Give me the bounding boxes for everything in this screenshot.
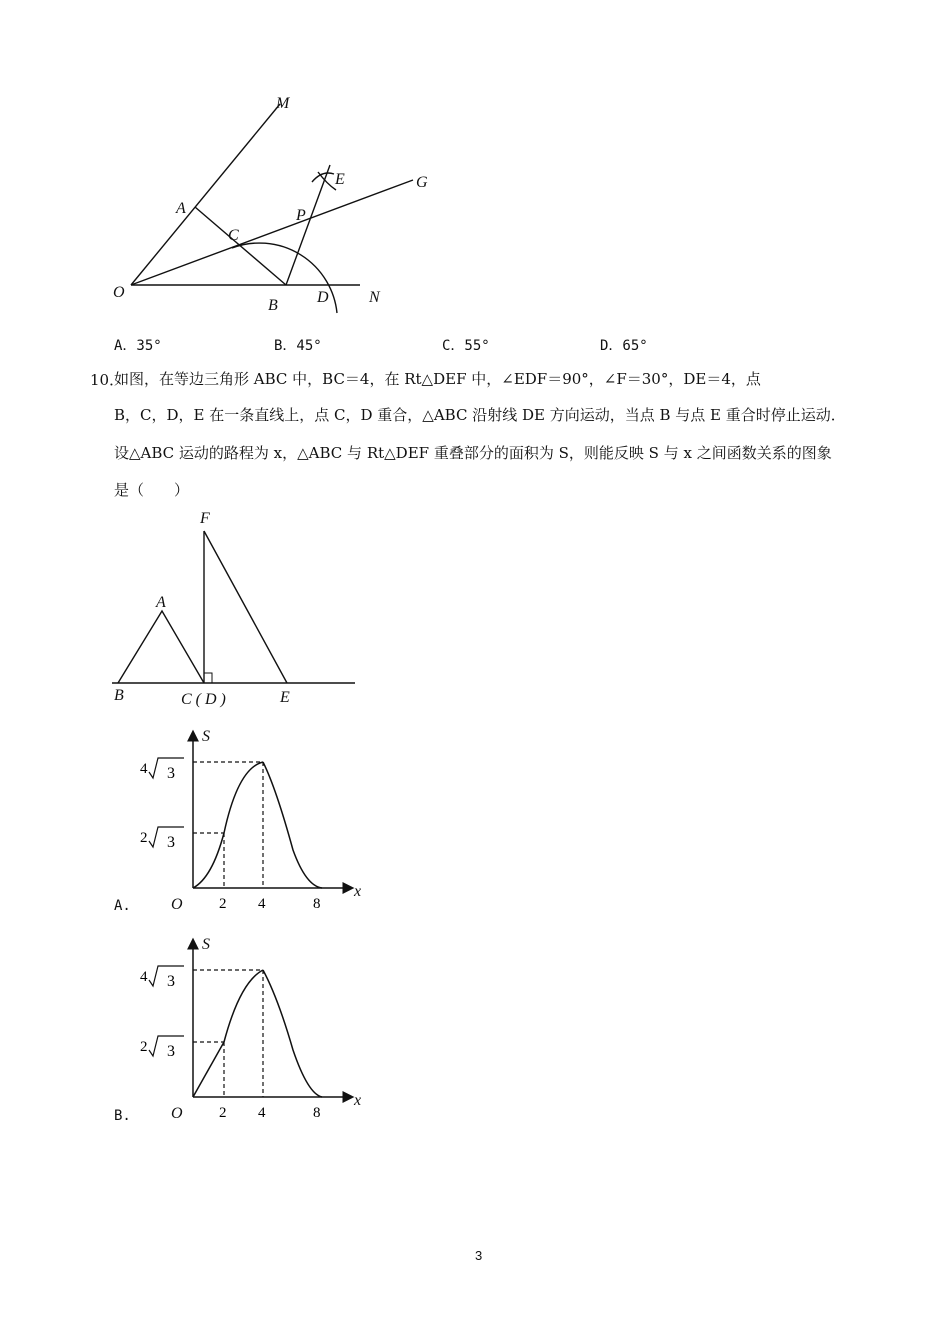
ytick-2root3 bbox=[140, 1036, 184, 1060]
curve-rise bbox=[193, 762, 263, 888]
q10-graph-b bbox=[135, 930, 375, 1130]
tick-2: 2 bbox=[219, 1105, 227, 1121]
q10-graph-a-label: A. bbox=[114, 898, 131, 914]
q10-graph-b-label: B. bbox=[114, 1108, 131, 1124]
triangle-ABC bbox=[118, 611, 204, 683]
page-number: 3 bbox=[475, 1248, 483, 1263]
label-A: A bbox=[176, 200, 186, 217]
q10-triangle-figure bbox=[105, 505, 365, 715]
svg-text:2: 2 bbox=[140, 830, 148, 846]
ray-OG bbox=[131, 180, 413, 285]
ytick-4root3 bbox=[140, 966, 184, 990]
tick-2: 2 bbox=[219, 896, 227, 912]
curve-fall bbox=[263, 970, 322, 1097]
svg-text:3: 3 bbox=[167, 973, 175, 990]
label-F: F bbox=[200, 510, 210, 527]
svg-text:4: 4 bbox=[140, 761, 148, 777]
line-rise bbox=[193, 1042, 224, 1097]
x-label: x bbox=[354, 883, 362, 900]
q10-text-line-2: B，C，D，E 在一条直线上，点 C，D 重合，△ABC 沿射线 DE 方向运动，当点 B 与点 E 重合时停止运动． bbox=[114, 406, 846, 424]
tick-4: 4 bbox=[258, 896, 266, 912]
label-P: P bbox=[296, 207, 306, 224]
tick-4: 4 bbox=[258, 1105, 266, 1121]
svg-text:3: 3 bbox=[167, 834, 175, 851]
label-G: G bbox=[416, 174, 428, 191]
side-FE bbox=[204, 531, 287, 683]
curve-top bbox=[224, 970, 263, 1042]
q10-text-line-3: 设△ABC 运动的路程为 x，△ABC 与 Rt△DEF 重叠部分的面积为 S，则能反映 S 与 x 之间函数关系的图象 bbox=[114, 444, 832, 462]
q10-text-line-1: 如图，在等边三角形 ABC 中，BC＝4，在 Rt△DEF 中，∠EDF＝90°，∠F＝30°，DE＝4，点 bbox=[114, 370, 761, 388]
label-B: B bbox=[114, 687, 124, 704]
y-label: S bbox=[202, 936, 210, 953]
ytick-4root3 bbox=[140, 758, 184, 782]
label-CD: C ( D ) bbox=[181, 691, 226, 708]
label-D: D bbox=[317, 289, 329, 306]
label-M: M bbox=[276, 95, 290, 112]
svg-text:4: 4 bbox=[140, 969, 148, 985]
q10-number: 10． bbox=[90, 371, 125, 389]
svg-text:2: 2 bbox=[140, 1039, 148, 1055]
y-label: S bbox=[202, 728, 210, 745]
svg-text:3: 3 bbox=[167, 1043, 175, 1060]
label-E: E bbox=[280, 689, 290, 706]
right-angle-mark bbox=[204, 673, 212, 683]
tick-8: 8 bbox=[313, 1105, 321, 1121]
tick-8: 8 bbox=[313, 896, 321, 912]
ytick-2root3 bbox=[140, 827, 184, 851]
label-N: N bbox=[369, 289, 380, 306]
origin-label: O bbox=[171, 896, 183, 913]
q9-option-d: D．65° bbox=[600, 338, 648, 354]
origin-label: O bbox=[171, 1105, 183, 1122]
label-A: A bbox=[156, 594, 166, 611]
label-O: O bbox=[113, 284, 125, 301]
label-B: B bbox=[268, 297, 278, 314]
curve-fall bbox=[263, 762, 322, 888]
label-C: C bbox=[228, 227, 239, 244]
q9-geometry-figure bbox=[100, 85, 460, 325]
q9-option-b: B．45° bbox=[274, 338, 322, 354]
x-label: x bbox=[354, 1092, 362, 1109]
q9-option-a: A．35° bbox=[114, 338, 162, 354]
q9-option-c: C．55° bbox=[442, 338, 490, 354]
label-E: E bbox=[335, 171, 345, 188]
q10-text-line-4: 是（ ） bbox=[114, 481, 190, 499]
q10-graph-a bbox=[135, 722, 375, 922]
svg-text:3: 3 bbox=[167, 765, 175, 782]
